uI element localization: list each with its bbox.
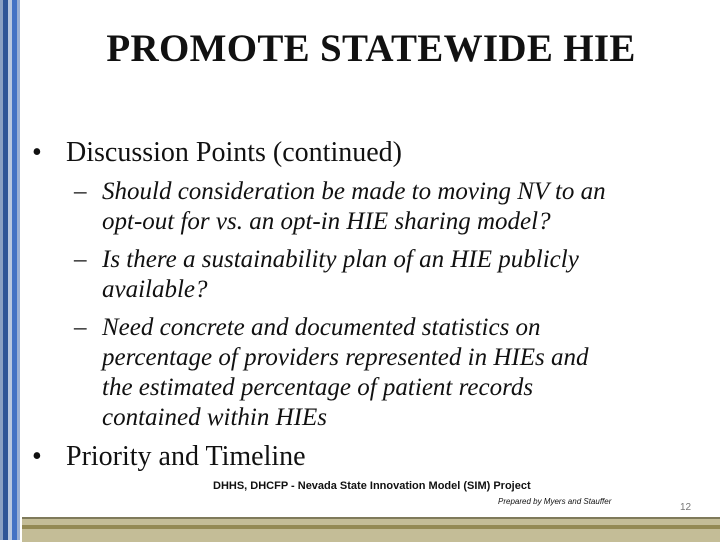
prepared-by-credit: Prepared by Myers and Stauffer — [498, 497, 612, 506]
bullet-marker: • — [32, 441, 42, 472]
sub-bullet-item — [74, 177, 606, 237]
bottom-band-stripe — [22, 525, 720, 529]
slide-footer: DHHS, DHCFP - Nevada State Innovation Model (SIM) Project — [213, 480, 531, 492]
sub-bullet-item — [74, 313, 588, 433]
bullet-item — [32, 137, 402, 169]
sub-bullet-line: contained within HIEs — [102, 404, 327, 431]
slide-title: PROMOTE STATEWIDE HIE — [106, 27, 636, 70]
sub-bullet-line: Should consideration be made to moving NV to an — [102, 178, 606, 205]
bullet-marker: • — [32, 137, 42, 168]
sub-bullet-line: the estimated percentage of patient records — [102, 374, 534, 401]
sub-bullet-marker: – — [74, 314, 87, 341]
sub-bullet-item — [74, 245, 579, 305]
bullet-text: Discussion Points (continued) — [66, 137, 402, 168]
bullet-item — [32, 441, 306, 473]
sub-bullet-line: Is there a sustainability plan of an HIE publicly — [102, 246, 579, 273]
sub-bullet-line: Need concrete and documented statistics on — [102, 314, 541, 341]
bottom-decorative-band — [22, 517, 720, 542]
sub-bullet-marker: – — [74, 178, 87, 205]
left-decorative-bar — [0, 0, 22, 540]
left-bar-stripe — [17, 0, 20, 540]
sub-bullet-line: percentage of providers represented in HIEs and — [102, 344, 589, 371]
bullet-text: Priority and Timeline — [66, 441, 306, 472]
sub-bullet-line: opt-out for vs. an opt-in HIE sharing model? — [102, 208, 551, 235]
page-number: 12 — [680, 502, 692, 513]
sub-bullet-line: available? — [102, 276, 208, 303]
sub-bullet-marker: – — [74, 246, 87, 273]
